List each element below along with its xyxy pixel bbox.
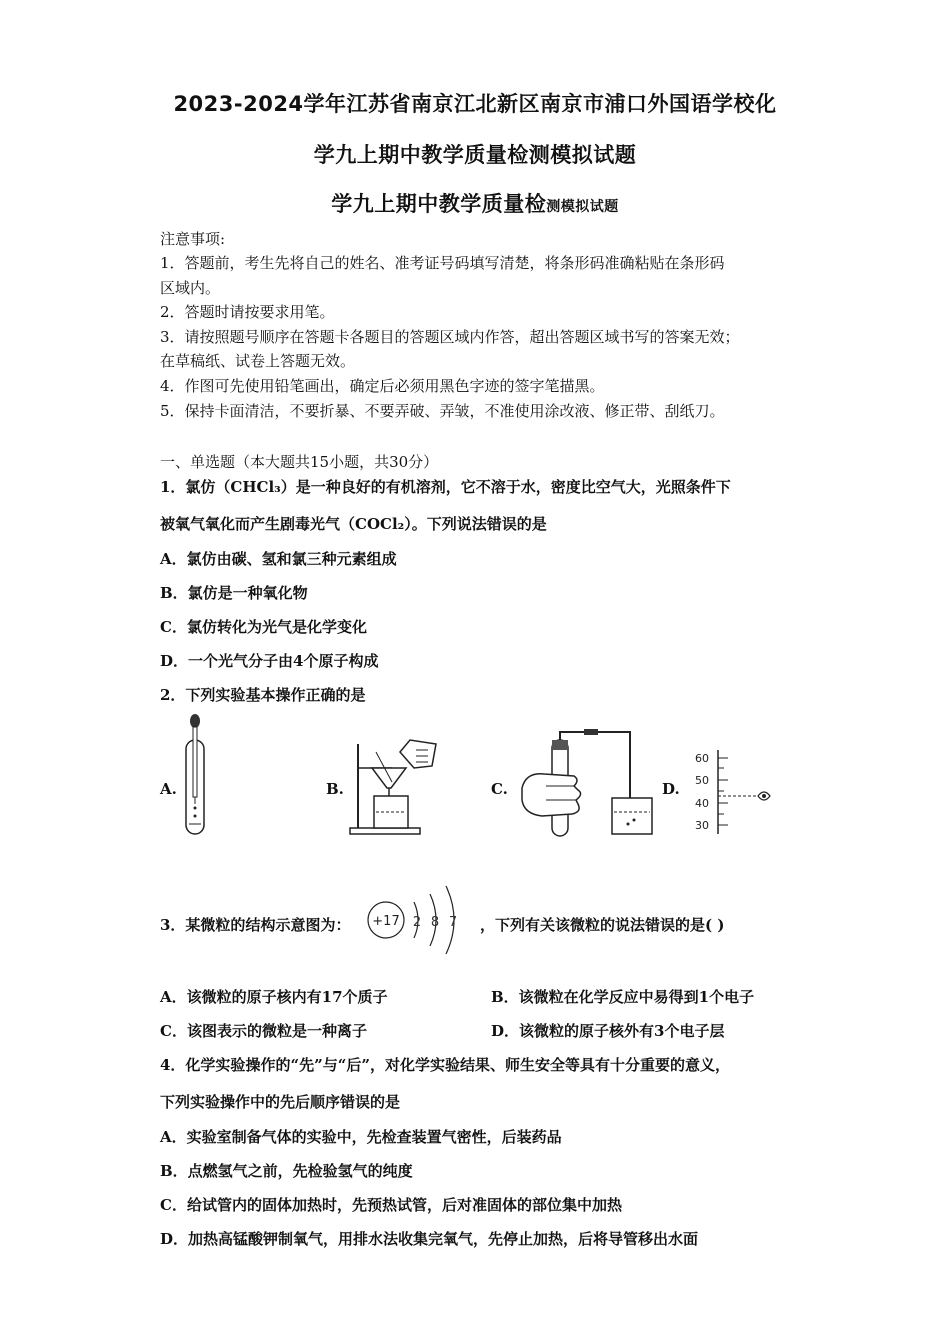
q4-stem-2: 下列实验操作中的先后顺序错误的是 bbox=[160, 1093, 401, 1111]
q2-option-c-label: C. bbox=[491, 780, 508, 798]
q2-option-a-label: A. bbox=[160, 780, 177, 798]
notice-item: 1．答题前，考生先将自己的姓名、准考证号码填写清楚，将条形码准确粘贴在条形码 bbox=[160, 254, 725, 272]
nucleus-charge: +17 bbox=[372, 914, 400, 929]
shell-electrons-2: 8 bbox=[430, 915, 440, 930]
q4-option-a: A．实验室制备气体的实验中，先检查装置气密性，后装药品 bbox=[160, 1128, 562, 1146]
section-heading: 一、单选题（本大题共15小题，共30分） bbox=[160, 453, 439, 471]
shell-electrons-3: 7 bbox=[448, 915, 458, 930]
q3-stem-before: 3．某微粒的结构示意图为： bbox=[160, 916, 351, 934]
q4-option-c: C．给试管内的固体加热时，先预热试管，后对准固体的部位集中加热 bbox=[160, 1196, 622, 1214]
shell-electrons-1: 2 bbox=[412, 915, 422, 930]
q1-option-a: A．氯仿由碳、氢和氯三种元素组成 bbox=[160, 550, 397, 568]
q1-stem-1: 1．氯仿（CHCl₃）是一种良好的有机溶剂，它不溶于水，密度比空气大，光照条件下 bbox=[160, 478, 731, 496]
atom-structure-diagram bbox=[364, 880, 480, 960]
notice-item: 3．请按照题号顺序在答题卡各题目的答题区域内作答，超出答题区域书写的答案无效； bbox=[160, 328, 740, 346]
notice-heading: 注意事项: bbox=[160, 230, 226, 248]
q3-option-d: D．该微粒的原子核外有3个电子层 bbox=[491, 1022, 725, 1040]
q1-stem-2: 被氧气氧化而产生剧毒光气（COCl₂）。下列说法错误的是 bbox=[160, 515, 547, 533]
notice-item: 4．作图可先使用铅笔画出，确定后必须用黑色字迹的签字笔描黑。 bbox=[160, 377, 605, 395]
graduated-cylinder-figure bbox=[688, 748, 778, 840]
paper-title-line-1: 2023-2024学年江苏省南京江北新区南京市浦口外国语学校化 bbox=[173, 92, 777, 116]
q2-option-b-label: B. bbox=[326, 780, 344, 798]
q4-option-d: D．加热高锰酸钾制氧气，用排水法收集完氧气，先停止加热，后将导管移出水面 bbox=[160, 1230, 699, 1248]
q1-option-c: C．氯仿转化为光气是化学变化 bbox=[160, 618, 367, 636]
notice-item: 在草稿纸、试卷上答题无效。 bbox=[160, 352, 356, 370]
cylinder-tick-60: 60 bbox=[695, 752, 709, 765]
q2-stem: 2．下列实验基本操作正确的是 bbox=[160, 686, 366, 704]
dropper-test-tube-figure bbox=[180, 712, 220, 840]
q3-option-c: C．该图表示的微粒是一种离子 bbox=[160, 1022, 367, 1040]
paper-title-line-3-main: 学九上期中教学质量检 bbox=[331, 192, 547, 216]
q3-option-a: A．该微粒的原子核内有17个质子 bbox=[160, 988, 388, 1006]
notice-item: 2．答题时请按要求用笔。 bbox=[160, 303, 335, 321]
q3-stem-after: ，下列有关该微粒的说法错误的是( ) bbox=[480, 916, 725, 934]
q1-option-d: D．一个光气分子由4个原子构成 bbox=[160, 652, 379, 670]
paper-title-line-3 bbox=[0, 188, 950, 218]
q2-option-d-label: D. bbox=[662, 780, 680, 798]
notice-item: 5．保持卡面清洁，不要折暴、不要弄破、弄皱，不准使用涂改液、修正带、刮纸刀。 bbox=[160, 402, 725, 420]
q4-option-b: B．点燃氢气之前，先检验氢气的纯度 bbox=[160, 1162, 413, 1180]
q1-option-b: B．氯仿是一种氧化物 bbox=[160, 584, 308, 602]
paper-title-line-2: 学九上期中教学质量检测模拟试题 bbox=[313, 143, 637, 167]
cylinder-tick-50: 50 bbox=[695, 774, 709, 787]
paper-title-line-3-small: 测模拟试题 bbox=[546, 199, 619, 215]
cylinder-tick-40: 40 bbox=[695, 797, 709, 810]
airtightness-check-figure bbox=[518, 728, 668, 840]
q3-option-b: B．该微粒在化学反应中易得到1个电子 bbox=[491, 988, 755, 1006]
q4-stem-1: 4．化学实验操作的“先”与“后”，对化学实验结果、师生安全等具有十分重要的意义， bbox=[160, 1056, 730, 1074]
filtration-figure bbox=[348, 738, 443, 838]
cylinder-tick-30: 30 bbox=[695, 819, 709, 832]
notice-item: 区域内。 bbox=[160, 279, 221, 297]
